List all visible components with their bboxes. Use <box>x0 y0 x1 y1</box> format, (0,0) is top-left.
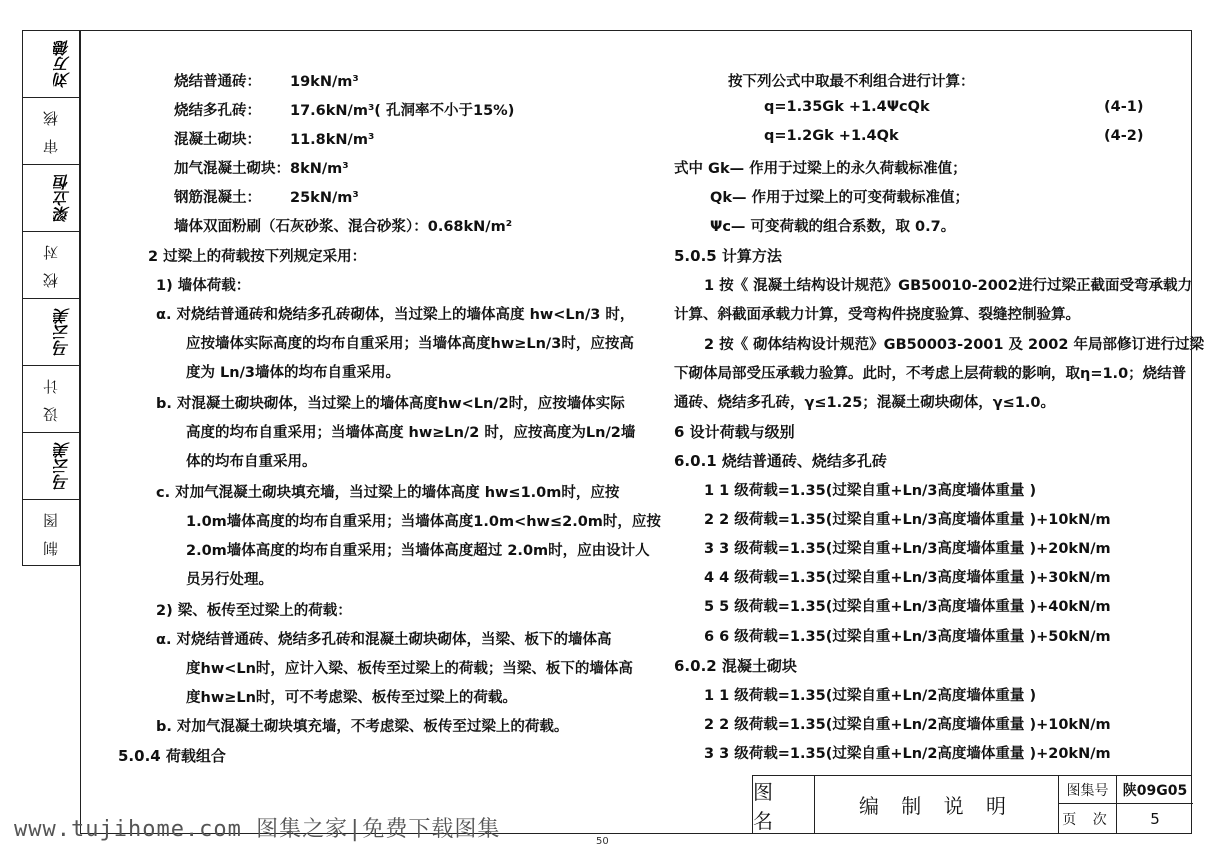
atlas-number: 陕09G05 <box>1117 776 1193 804</box>
load-grade-line: 2 2 级荷载=1.35(过梁自重+Ln/3高度墙体重量 )+10kN/m <box>704 512 1111 528</box>
section-5-0-4: 5.0.4 荷载组合 <box>118 747 226 765</box>
load-grade-line: 1 1 级荷载=1.35(过梁自重+Ln/3高度墙体重量 ) <box>704 483 1037 499</box>
para-b-line: b. 对混凝土砌块砌体，当过梁上的墙体高度hw<Ln/2时，应按墙体实际 <box>156 396 625 412</box>
para-d-line: 度hw<Ln时，应计入梁、板传至过梁上的荷载；当梁、板下的墙体高 <box>186 661 633 677</box>
side-cell-5 <box>23 299 79 366</box>
section-6-0-2: 6.0.2 混凝土砌块 <box>674 657 797 675</box>
material-name: 混凝土砌块： <box>174 132 261 148</box>
site-watermark: www.tujihome.com 图集之家|免费下载图集 <box>14 817 501 842</box>
section-6-0-1: 6.0.1 烧结普通砖、烧结多孔砖 <box>674 452 887 470</box>
role-draft: 制 图 <box>42 509 60 556</box>
where-line: Qk— 作用于过梁上的可变荷载标准值； <box>710 190 970 206</box>
material-row <box>174 128 374 149</box>
material-row <box>174 70 359 91</box>
load-grade-line: 5 5 级荷载=1.35(过梁自重+Ln/3高度墙体重量 )+40kN/m <box>704 599 1111 615</box>
signature-ma-1: 马云美 <box>53 308 72 356</box>
page-number: 5 <box>1150 809 1160 828</box>
load-grade-line: 3 3 级荷载=1.35(过梁自重+Ln/3高度墙体重量 )+20kN/m <box>704 541 1111 557</box>
sheet-number: 50 <box>596 836 609 847</box>
role-check: 校 对 <box>42 241 60 289</box>
para-a-line: 度为 Ln/3墙体的均布自重采用。 <box>186 365 400 381</box>
para-a-line: 应按墙体实际高度的均布自重采用；当墙体高度hw≥Ln/3时，应按高 <box>186 336 634 352</box>
sub-item-1: 1) 墙体荷载： <box>156 278 251 294</box>
side-cell-3 <box>23 165 79 232</box>
where-line: Ψc— 可变荷载的组合系数，取 0.7。 <box>710 219 956 235</box>
para-c-line: 1.0m墙体高度的均布自重采用；当墙体高度1.0m<hw≤2.0m时，应按 <box>186 514 661 530</box>
material-value: 25kN/m³ <box>290 190 359 206</box>
title-block <box>752 775 1192 834</box>
formula-2-number: (4-2) <box>1104 128 1144 144</box>
material-value: 8kN/m³ <box>290 161 349 177</box>
method-2-line: 通砖、烧结多孔砖，γ≤1.25；混凝土砌块砌体，γ≤1.0。 <box>674 395 1056 411</box>
material-row <box>174 186 359 207</box>
para-d-line: 度hw≥Ln时，可不考虑梁、板传至过梁上的荷载。 <box>186 690 517 706</box>
signature-strip <box>22 30 80 566</box>
section-5-0-5: 5.0.5 计算方法 <box>674 247 782 265</box>
formula-1-number: (4-1) <box>1104 99 1144 115</box>
plaster-line: 墙体双面粉刷（石灰砂浆、混合砂浆）：0.68kN/m² <box>174 219 513 235</box>
para-a-line: α. 对烧结普通砖和烧结多孔砖砌体，当过梁上的墙体高度 hw<Ln/3 时， <box>156 307 635 323</box>
signature-ma-2: 马云美 <box>53 442 72 490</box>
signature-liu: 刘万德 <box>53 40 72 88</box>
signature-liang: 梁立恒 <box>53 174 72 222</box>
formula-1: q=1.35Gk +1.4ΨcQk <box>764 99 930 115</box>
para-c-line: c. 对加气混凝土砌块填充墙，当过梁上的墙体高度 hw≤1.0m时，应按 <box>156 485 620 501</box>
material-value: 19kN/m³ <box>290 74 359 90</box>
load-grade-line: 6 6 级荷载=1.35(过梁自重+Ln/3高度墙体重量 )+50kN/m <box>704 629 1111 645</box>
material-row <box>174 157 349 178</box>
side-cell-7 <box>23 433 79 500</box>
load-grade-line: 2 2 级荷载=1.35(过梁自重+Ln/2高度墙体重量 )+10kN/m <box>704 717 1111 733</box>
side-cell-1 <box>23 31 79 98</box>
side-cell-4 <box>23 232 79 299</box>
where-line: 式中 Gk— 作用于过梁上的永久荷载标准值； <box>674 161 967 177</box>
drawing-name-label: 图 名 <box>753 776 815 833</box>
role-design: 设 计 <box>42 375 60 423</box>
method-1-line: 1 按《 混凝土结构设计规范》GB50010-2002进行过梁正截面受弯承载力 <box>704 278 1192 294</box>
method-1-line: 计算、斜截面承载力计算，受弯构件挠度验算、裂缝控制验算。 <box>674 307 1080 323</box>
material-name: 烧结普通砖： <box>174 74 261 90</box>
para-b-line: 体的均布自重采用。 <box>186 454 317 470</box>
para-b-line: 高度的均布自重采用；当墙体高度 hw≥Ln/2 时，应按高度为Ln/2墙 <box>186 425 636 441</box>
para-c-line: 2.0m墙体高度的均布自重采用；当墙体高度超过 2.0m时，应由设计人 <box>186 543 650 559</box>
material-name: 钢筋混凝土： <box>174 190 261 206</box>
atlas-number-label: 图集号 <box>1059 776 1117 804</box>
item-2: 2 过梁上的荷载按下列规定采用： <box>148 249 367 265</box>
para-c-line: 员另行处理。 <box>186 572 273 588</box>
material-row <box>174 99 514 120</box>
method-2-line: 下砌体局部受压承载力验算。此时，不考虑上层荷载的影响，取η=1.0；烧结普 <box>674 366 1187 382</box>
drawing-name: 编 制 说 明 <box>815 776 1059 833</box>
material-value: 11.8kN/m³ <box>290 132 375 148</box>
material-value: 17.6kN/m³( 孔洞率不小于15%) <box>290 103 515 119</box>
para-e-line: b. 对加气混凝土砌块填充墙，不考虑梁、板传至过梁上的荷载。 <box>156 719 569 735</box>
role-review: 审 核 <box>42 107 60 155</box>
side-cell-8 <box>23 500 79 565</box>
load-grade-line: 3 3 级荷载=1.35(过梁自重+Ln/2高度墙体重量 )+20kN/m <box>704 746 1111 762</box>
material-name: 烧结多孔砖： <box>174 103 261 119</box>
page-number-label: 页 次 <box>1059 804 1117 833</box>
side-cell-6 <box>23 366 79 433</box>
section-6: 6 设计荷载与级别 <box>674 423 795 441</box>
load-grade-line: 4 4 级荷载=1.35(过梁自重+Ln/3高度墙体重量 )+30kN/m <box>704 570 1111 586</box>
formula-intro: 按下列公式中取最不利组合进行计算： <box>728 74 975 90</box>
side-cell-2 <box>23 98 79 165</box>
para-d-line: α. 对烧结普通砖、烧结多孔砖和混凝土砌块砌体，当梁、板下的墙体高 <box>156 632 612 648</box>
method-2-line: 2 按《 砌体结构设计规范》GB50003-2001 及 2002 年局部修订进行过梁 <box>704 337 1204 353</box>
material-name: 加气混凝土砌块： <box>174 161 290 177</box>
sub-item-2: 2) 梁、板传至过梁上的荷载： <box>156 603 352 619</box>
formula-2: q=1.2Gk +1.4Qk <box>764 128 899 144</box>
load-grade-line: 1 1 级荷载=1.35(过梁自重+Ln/2高度墙体重量 ) <box>704 688 1037 704</box>
